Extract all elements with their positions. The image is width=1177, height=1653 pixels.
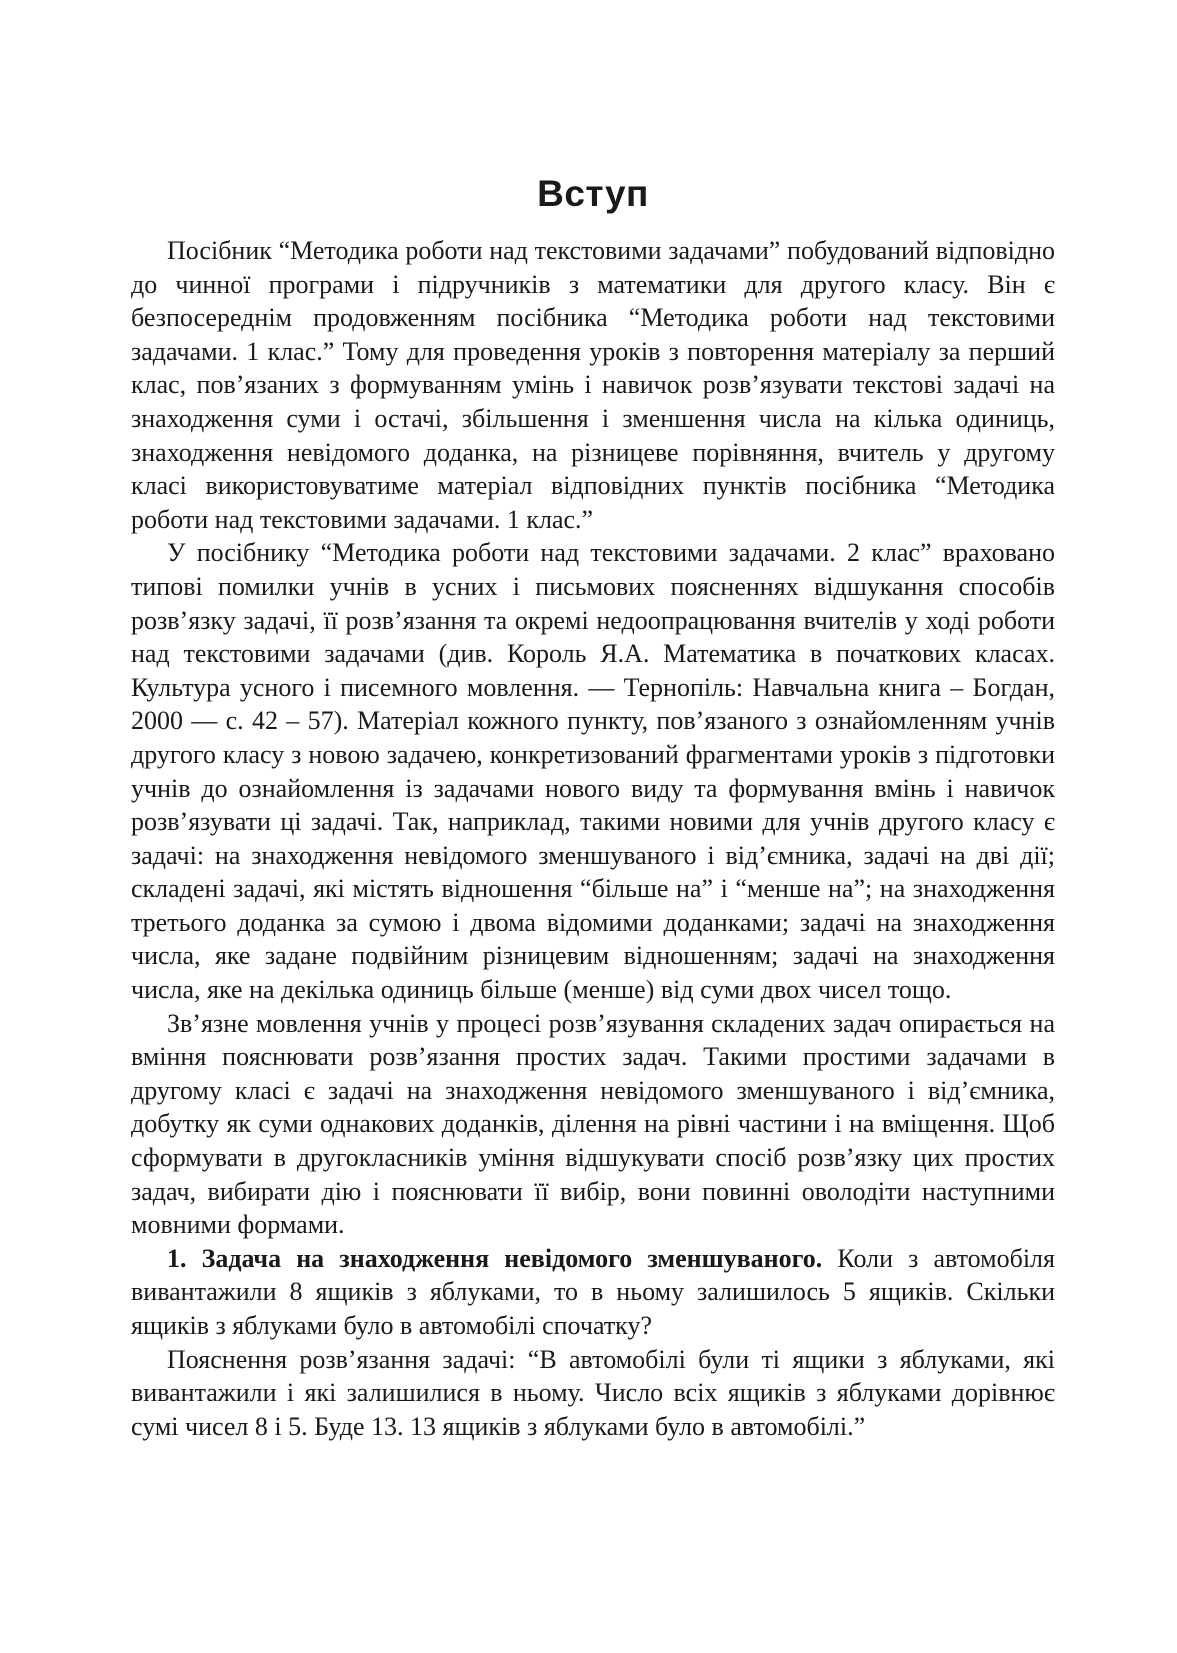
task-1-paragraph bbox=[131, 1242, 1055, 1343]
intro-paragraph-2: У посібнику “Методика роботи над текстовими задачами. 2 клас” враховано типові помилки учнів в усних і письмових поясненнях відшукання способів розв’язку задачі, її розв’язання та окремі недоопрацювання вчителів у ході роботи над текстовими задачами (див. Король Я.А. Математика в початкових класах. Культура усного і писемного мовлення. — Тернопіль: Навчальна книга – Богдан, 2000 — с. 42 – 57). Матеріал кожного пункту, пов’язаного з ознайомленням учнів другого класу з новою задачею, конкретизований фрагментами уроків з підготовки учнів до ознайомлення із задачами нового виду та формування вмінь і навичок розв’язувати ці задачі. Так, наприклад, такими новими для учнів другого класу є задачі: на знаходження невідомого зменшуваного і від’ємника, задачі на дві дії; складені задачі, які містять відношення “більше на” і “менше на”; на знаходження третього доданка за сумою і двома відомими доданками; задачі на знаходження числа, яке задане подвійним різницевим відношенням; задачі на знаходження числа, яке на декілька одиниць більше (менше) від суми двох чисел тощо. bbox=[131, 538, 1055, 1005]
task-1-text: Коли з автомобіля вивантажили 8 ящиків з яблуками, то в ньому залишилось 5 ящиків. Скільки ящиків з яблуками було в автомобілі спочатку? bbox=[131, 1243, 1055, 1340]
task-1-heading: 1. Задача на знаходження невідомого зменшуваного. bbox=[167, 1243, 823, 1273]
page-content bbox=[131, 172, 1055, 1443]
intro-paragraph-1: Посібник “Методика роботи над текстовими задачами” побудований відповідно до чинної програми і підручників з математики для другого класу. Він є безпосереднім продовженням посібника “Методика роботи над текстовими задачами. 1 клас.” Тому для проведення уроків з повторення матеріалу за перший клас, пов’язаних з формуванням умінь і навичок розв’язувати текстові задачі на знаходження суми і остачі, збільшення і зменшення числа на кілька одиниць, знаходження невідомого доданка, на різницеве порівняння, вчитель у другому класі використовуватиме матеріал відповідних пунктів посібника “Методика роботи над текстовими задачами. 1 клас.” bbox=[131, 236, 1055, 534]
intro-paragraph-3: Зв’язне мовлення учнів у процесі розв’язування складених задач опирається на вміння пояснювати розв’язання простих задач. Такими простими задачами в другому класі є задачі на знаходження невідомого зменшуваного і від’ємника, добутку як суми однакових доданків, ділення на рівні частини і на вміщення. Щоб сформувати в другокласників уміння відшукувати спосіб розв’язку цих простих задач, вибирати дію і пояснювати її вибір, вони повинні оволодіти наступними мовними формами. bbox=[131, 1008, 1055, 1240]
page-title: Вступ bbox=[537, 173, 649, 214]
task-1-explanation: Пояснення розв’язання задачі: “В автомобілі були ті ящики з яблуками, які вивантажили і які залишилися в ньому. Число всіх ящиків з яблуками дорівнює сумі чисел 8 і 5. Буде 13. 13 ящиків з яблуками було в автомобілі.” bbox=[131, 1344, 1055, 1441]
